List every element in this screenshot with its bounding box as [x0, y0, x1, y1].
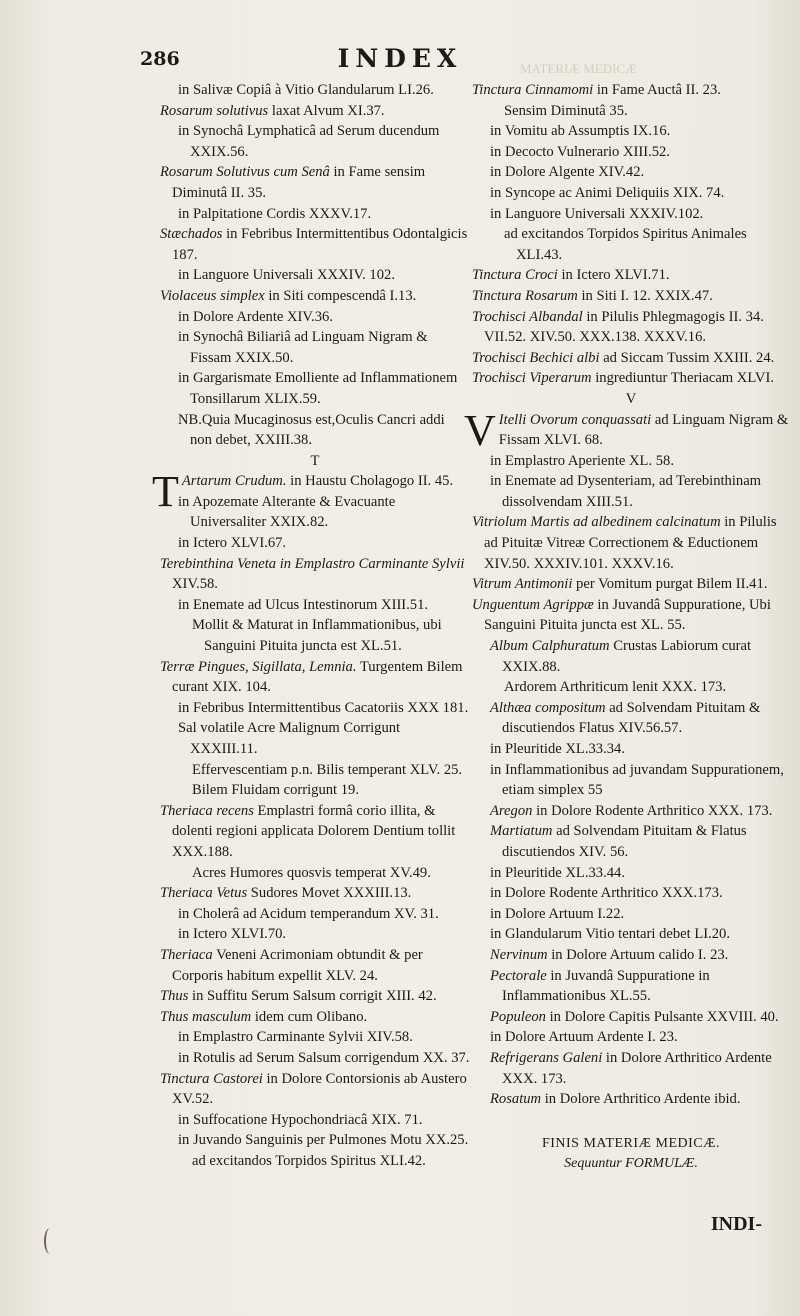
entry-text: in Dolore Arthritico Ardente XXX. 173.: [502, 1049, 772, 1087]
entry-headword: Unguentum Agrippæ: [472, 596, 594, 613]
index-subentry: [472, 677, 790, 698]
section-letter: V: [625, 390, 637, 407]
index-entry: [472, 636, 790, 677]
entry-text: NB.Quia Mucaginosus est,Oculis Cancri addi non debet, XXIII.38.: [178, 411, 445, 449]
entry-text: in Haustu Cholagogo II. 45.: [286, 473, 454, 490]
index-entry: [160, 883, 470, 904]
entry-text: in Suffitu Serum Salsum corrigit XIII. 42.: [188, 988, 437, 1005]
entry-headword: Populeon: [490, 1008, 546, 1025]
index-entry: [472, 265, 790, 286]
entry-text: in Cholerâ ad Acidum temperandum XV. 31.: [178, 905, 439, 922]
index-subentry: [472, 162, 790, 183]
index-subentry: [160, 327, 470, 368]
index-subentry: [160, 1110, 470, 1131]
entry-text: in Dolore Contorsionis ab Austero XV.52.: [172, 1070, 467, 1108]
entry-text: ad Siccam Tussim XXIII. 24.: [599, 349, 775, 366]
index-subentry: [472, 924, 790, 945]
entry-text: in Synochâ Lymphaticâ ad Serum ducendum XXIX.56.: [178, 123, 440, 160]
index-subentry: [160, 533, 470, 554]
entry-text: in Decocto Vulnerario XIII.52.: [490, 143, 670, 160]
entry-text: in Glandularum Vitio tentari debet LI.20.: [490, 926, 730, 943]
bleed-through-text: MATERIÆ MEDICÆ: [520, 61, 637, 76]
index-entry: [472, 80, 790, 101]
entry-text: per Vomitum purgat Bilem II.41.: [572, 576, 768, 593]
entry-text: ad Solvendam Pituitam & Flatus discutiendos XIV. 56.: [502, 823, 747, 860]
entry-headword: Martiatum: [490, 823, 553, 840]
entry-headword: Nervinum: [490, 946, 548, 963]
index-entry: [472, 698, 790, 739]
entry-text: in Siti compescendâ I.13.: [264, 287, 417, 304]
entry-text: in Juvandâ Suppuratione in Inflammationibus XL.55.: [502, 967, 710, 1005]
index-subentry: [472, 183, 790, 204]
entry-text: ad excitandos Torpidos Spiritus XLI.42.: [192, 1152, 426, 1169]
entry-text: laxat Alvum XI.37.: [268, 102, 385, 119]
entry-text: in Dolore Ardente XIV.36.: [178, 308, 333, 325]
index-entry: [472, 286, 790, 307]
index-subentry: [160, 1151, 470, 1172]
index-entry: [472, 512, 790, 574]
entry-text: in Febribus Intermittentibus Odontalgicis 187.: [172, 226, 468, 263]
entry-text: in Languore Universali XXXIV. 102.: [178, 267, 395, 284]
index-entry: [472, 801, 790, 822]
index-subentry: [160, 698, 470, 719]
entry-headword: Tinctura Cinnamomi: [472, 82, 594, 98]
entry-text: Crustas Labiorum curat XXIX.88.: [502, 638, 752, 675]
entry-headword: Theriaca: [160, 946, 213, 963]
index-subentry: [472, 121, 790, 142]
index-subentry: [472, 883, 790, 904]
entry-text: Bilem Fluidam corrigunt 19.: [192, 782, 360, 799]
entry-text: in Fame sensim Diminutâ II. 35.: [172, 164, 426, 201]
entry-text: Mollit & Maturat in Inflammationibus, ubi Sanguini Pituita juncta est XL.51.: [192, 617, 442, 655]
index-entry: [160, 1069, 470, 1110]
entry-text: Ardorem Arthriticum lenit XXX. 173.: [504, 679, 727, 696]
entry-text: in Rotulis ad Serum Salsum corrigendum XX. 37.: [178, 1049, 470, 1066]
index-subentry: [160, 1048, 470, 1069]
entry-text: in Dolore Capitis Pulsante XXVIII. 40.: [545, 1008, 779, 1025]
index-entry: [160, 101, 470, 122]
index-entry: [160, 801, 470, 863]
entry-text: Turgentem Bilem curant XIX. 104.: [172, 658, 463, 696]
drop-cap: V: [464, 405, 496, 455]
entry-text: in Ictero XLVI.71.: [557, 267, 670, 284]
entry-headword: Terebinthina Veneta in Emplastro Carminante Sylvii: [160, 555, 465, 572]
index-subentry: [472, 451, 790, 472]
entry-headword: Refrigerans Galeni: [490, 1049, 603, 1066]
entry-text: in Ictero XLVI.70.: [178, 926, 287, 943]
index-subentry: [160, 368, 470, 409]
index-column-left: [152, 80, 470, 1171]
index-entry: [160, 945, 470, 986]
entry-headword: Rosarum solutivus: [160, 102, 269, 119]
entry-text: in Dolore Artuum calido I. 23.: [547, 946, 729, 963]
entry-headword: Stæchados: [160, 226, 223, 243]
entry-text: idem cum Olibano.: [251, 1008, 368, 1025]
entry-text: in Syncope ac Animi Deliquiis XIX. 74.: [490, 184, 725, 201]
entry-headword: Thus masculum: [160, 1008, 252, 1025]
index-subentry: [160, 615, 470, 656]
index-subentry: [160, 492, 470, 533]
index-subentry: [472, 142, 790, 163]
entry-headword: Thus: [160, 988, 189, 1005]
index-subentry: [160, 863, 470, 884]
entry-text: in Pilulis ad Pituitæ Vitreæ Correctionem & Eductionem XIV.50. XXXIV.101. XXXV.16.: [484, 514, 777, 572]
entry-text: in Dolore Rodente Arthritico XXX. 173.: [532, 802, 773, 819]
entry-headword: Artarum Crudum.: [181, 473, 287, 490]
entry-headword: Rosarum Solutivus cum Senâ: [160, 164, 330, 181]
index-entry: [472, 1048, 790, 1089]
index-subentry: [160, 80, 470, 101]
index-entry: [472, 574, 790, 595]
entry-text: in Vomitu ab Assumptis IX.16.: [490, 123, 671, 140]
index-entry: [472, 945, 790, 966]
entry-text: in Pilulis Phlegmagogis II. 34. VII.52. XIV.50. XXX.138. XXXV.16.: [484, 308, 764, 346]
entry-text: XIV.58.: [172, 576, 218, 593]
entry-headword: Itelli Ovorum conquassati: [498, 411, 652, 428]
index-entry: [160, 162, 470, 203]
entry-headword: Album Calphuratum: [490, 638, 610, 655]
index-subentry: [160, 410, 470, 451]
index-subentry: [160, 904, 470, 925]
entry-headword: Althæa compositum: [490, 699, 606, 716]
entry-headword: Trochisci Albandal: [472, 308, 583, 325]
entry-headword: Tinctura Rosarum: [472, 287, 578, 304]
entry-text: ad Solvendam Pituitam & discutiendos Flatus XIV.56.57.: [502, 699, 761, 737]
entry-text: in Salivæ Copiâ à Vitio Glandularum LI.26.: [178, 82, 434, 98]
index-subentry: [160, 1130, 470, 1151]
entry-text: in Enemate ad Ulcus Intestinorum XIII.51.: [178, 596, 429, 613]
index-entry: [472, 966, 790, 1007]
entry-text: in Pleuritide XL.33.44.: [490, 864, 625, 881]
index-subentry: [160, 718, 470, 759]
index-entry: [472, 348, 790, 369]
index-subentry: [160, 760, 470, 781]
index-subentry: [160, 204, 470, 225]
index-subentry: [160, 780, 470, 801]
entry-headword: Violaceus simplex: [160, 287, 265, 304]
sequuntur-line: Sequuntur FORMULÆ.: [564, 1156, 698, 1172]
entry-text: in Febribus Intermittentibus Cacatoriis XXX 181.: [178, 699, 469, 716]
entry-text: Sudores Movet XXXIII.13.: [247, 885, 412, 902]
entry-text: in Gargarismate Emolliente ad Inflammationem Tonsillarum XLIX.59.: [178, 370, 458, 407]
entry-headword: Tinctura Castorei: [160, 1070, 263, 1087]
index-entry: [472, 307, 790, 348]
entry-text: in Emplastro Aperiente XL. 58.: [490, 452, 675, 469]
entry-text: in Juvandâ Suppuratione, Ubi Sanguini Pituita juncta est XL. 55.: [484, 596, 771, 634]
index-entry: [160, 657, 470, 698]
entry-text: in Dolore Artuum Ardente I. 23.: [490, 1029, 678, 1046]
index-subentry: [472, 101, 790, 122]
entry-text: Veneni Acrimoniam obtundit & per Corporis habitum expellit XLV. 24.: [172, 946, 423, 984]
index-subentry: [160, 595, 470, 616]
entry-text: in Enemate ad Dysenteriam, ad Terebinthinam dissolvendam XIII.51.: [490, 473, 762, 510]
entry-text: in Dolore Rodente Arthritico XXX.173.: [490, 885, 723, 902]
entry-headword: Theriaca Vetus: [160, 885, 248, 902]
index-entry: [160, 1007, 470, 1028]
entry-headword: Rosatum: [490, 1091, 542, 1108]
entry-headword: Terræ Pingues, Sigillata, Lemnia.: [160, 658, 357, 675]
index-entry: [472, 821, 790, 862]
entry-text: in Fame Auctâ II. 23.: [593, 82, 721, 98]
entry-headword: Vitrum Antimonii: [472, 576, 573, 593]
index-entry: [160, 224, 470, 265]
entry-text: in Languore Universali XXXIV.102.: [490, 205, 704, 222]
entry-text: Sal volatile Acre Malignum Corrigunt XXXIII.11.: [178, 720, 401, 757]
finis-line: FINIS MATERIÆ MEDICÆ.: [541, 1135, 721, 1151]
catchword: INDI-: [710, 1213, 762, 1235]
entry-text: in Dolore Arthritico Ardente ibid.: [541, 1091, 741, 1108]
index-subentry: [472, 471, 790, 512]
entry-headword: Pectorale: [490, 967, 547, 984]
index-subentry: [160, 924, 470, 945]
entry-text: in Siti I. 12. XXIX.47.: [577, 287, 713, 304]
entry-headword: Vitriolum Martis ad albedinem calcinatum: [472, 514, 721, 531]
index-subentry: [472, 1027, 790, 1048]
entry-headword: Trochisci Bechici albi: [472, 349, 600, 366]
index-subentry: [160, 121, 470, 162]
entry-text: in Juvando Sanguinis per Pulmones Motu XX.25.: [178, 1132, 469, 1149]
index-entry: [160, 286, 470, 307]
index-subentry: [472, 224, 790, 265]
index-column-right: [464, 80, 790, 1175]
drop-cap: T: [152, 467, 179, 517]
index-subentry: [472, 204, 790, 225]
index-entry: [464, 405, 790, 455]
entry-text: Emplastri formâ corio illita, & dolenti regioni applicata Dolorem Dentium tollit XXX.188.: [172, 802, 456, 860]
index-subentry: [472, 863, 790, 884]
entry-text: in Palpitatione Cordis XXXV.17.: [178, 205, 372, 222]
index-entry: [472, 1007, 790, 1028]
index-subentry: [160, 265, 470, 286]
entry-headword: Trochisci Viperarum: [472, 370, 592, 387]
entry-text: ingrediuntur Theriacam XLVI.: [591, 370, 774, 387]
index-entry: [160, 554, 470, 595]
entry-text: in Synochâ Biliariâ ad Linguam Nigram & Fissam XXIX.50.: [178, 329, 428, 366]
index-subentry: [160, 1027, 470, 1048]
index-subentry: [472, 904, 790, 925]
entry-text: Acres Humores quosvis temperat XV.49.: [192, 864, 431, 881]
entry-text: in Ictero XLVI.67.: [178, 535, 287, 552]
entry-text: in Emplastro Carminante Sylvii XIV.58.: [178, 1029, 413, 1046]
page-header: INDEX: [337, 44, 463, 73]
entry-text: Effervescentiam p.n. Bilis temperant XLV. 25.: [192, 761, 463, 778]
entry-headword: Theriaca recens: [160, 802, 254, 819]
index-entry: [472, 1089, 790, 1110]
entry-text: ad Linguam Nigram & Fissam XLVI. 68.: [498, 411, 789, 449]
index-subentry: [160, 307, 470, 328]
index-entry: [472, 595, 790, 636]
index-entry: [160, 986, 470, 1007]
entry-text: in Dolore Artuum I.22.: [490, 905, 625, 922]
entry-text: Sensim Diminutâ 35.: [504, 102, 628, 119]
index-subentry: [472, 760, 790, 801]
entry-text: in Apozemate Alterante & Evacuante Universaliter XXIX.82.: [178, 493, 396, 531]
entry-text: in Suffocatione Hypochondriacâ XIX. 71.: [178, 1111, 423, 1128]
entry-headword: Aregon: [490, 802, 533, 819]
index-subentry: [472, 739, 790, 760]
entry-headword: Tinctura Croci: [472, 267, 558, 284]
index-entry: [472, 368, 790, 389]
entry-text: in Dolore Algente XIV.42.: [490, 164, 645, 181]
entry-text: ad excitandos Torpidos Spiritus Animales XLI.43.: [504, 226, 747, 263]
entry-text: in Inflammationibus ad juvandam Suppurationem, etiam simplex 55: [490, 761, 784, 799]
entry-text: in Pleuritide XL.33.34.: [490, 741, 625, 757]
section-letter: T: [310, 452, 320, 469]
page-edge-mark: [44, 1228, 56, 1254]
page-number: 286: [140, 48, 180, 70]
